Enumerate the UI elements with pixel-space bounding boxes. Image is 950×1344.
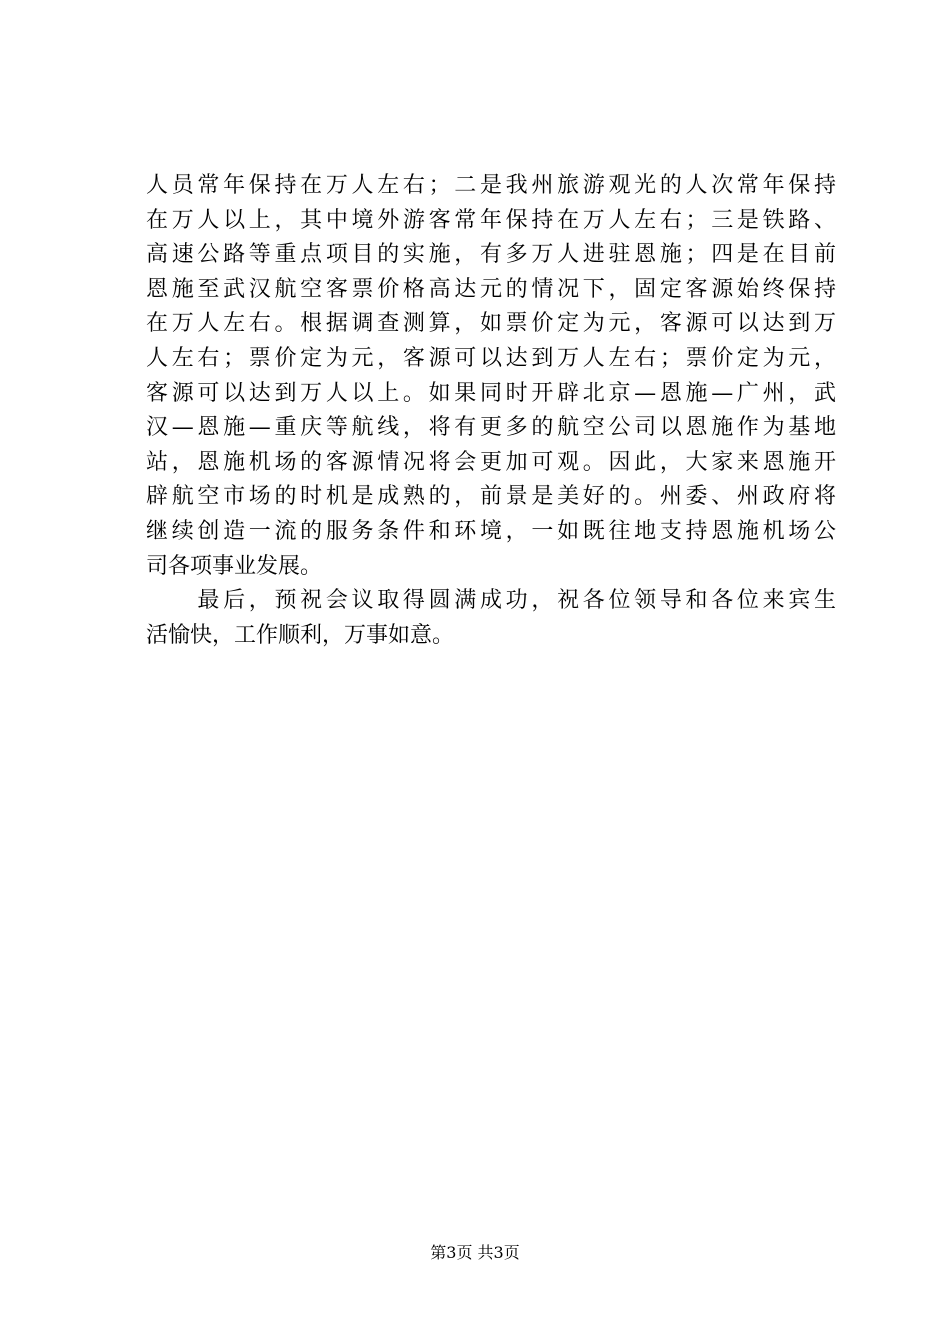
paragraph-1-line: 在万人以上，其中境外游客常年保持在万人左右；三是铁路、	[146, 207, 836, 233]
paragraph-1-line: 继续创造一流的服务条件和环境，一如既往地支持恩施机场公	[146, 518, 836, 544]
paragraph-1-line: 人左右；票价定为元，客源可以达到万人左右；票价定为元，	[146, 345, 836, 371]
paragraph-1-line: 司各项事业发展。	[146, 553, 323, 579]
paragraph-1-line: 辟航空市场的时机是成熟的，前景是美好的。州委、州政府将	[146, 484, 836, 510]
paragraph-1-line: 在万人左右。根据调查测算，如票价定为元，客源可以达到万	[146, 311, 836, 337]
paragraph-2-line: 最后，预祝会议取得圆满成功，祝各位领导和各位来宾生	[146, 588, 836, 614]
paragraph-2-line: 活愉快，工作顺利，万事如意。	[146, 622, 455, 648]
paragraph-1-line: 人员常年保持在万人左右；二是我州旅游观光的人次常年保持	[146, 173, 836, 198]
paragraph-1-line: 恩施至武汉航空客票价格高达元的情况下，固定客源始终保持	[146, 276, 836, 302]
document-body	[146, 169, 836, 653]
paragraph-1-line: 站，恩施机场的客源情况将会更加可观。因此，大家来恩施开	[146, 449, 836, 475]
paragraph-1-line: 高速公路等重点项目的实施，有多万人进驻恩施；四是在目前	[146, 242, 836, 268]
paragraph-1-line: 汉—恩施—重庆等航线，将有更多的航空公司以恩施作为基地	[146, 415, 836, 441]
page-footer	[0, 1243, 950, 1263]
page-number-indicator: 第3页 共3页	[430, 1243, 520, 1262]
paragraph-1-line: 客源可以达到万人以上。如果同时开辟北京—恩施—广州，武	[146, 380, 836, 406]
